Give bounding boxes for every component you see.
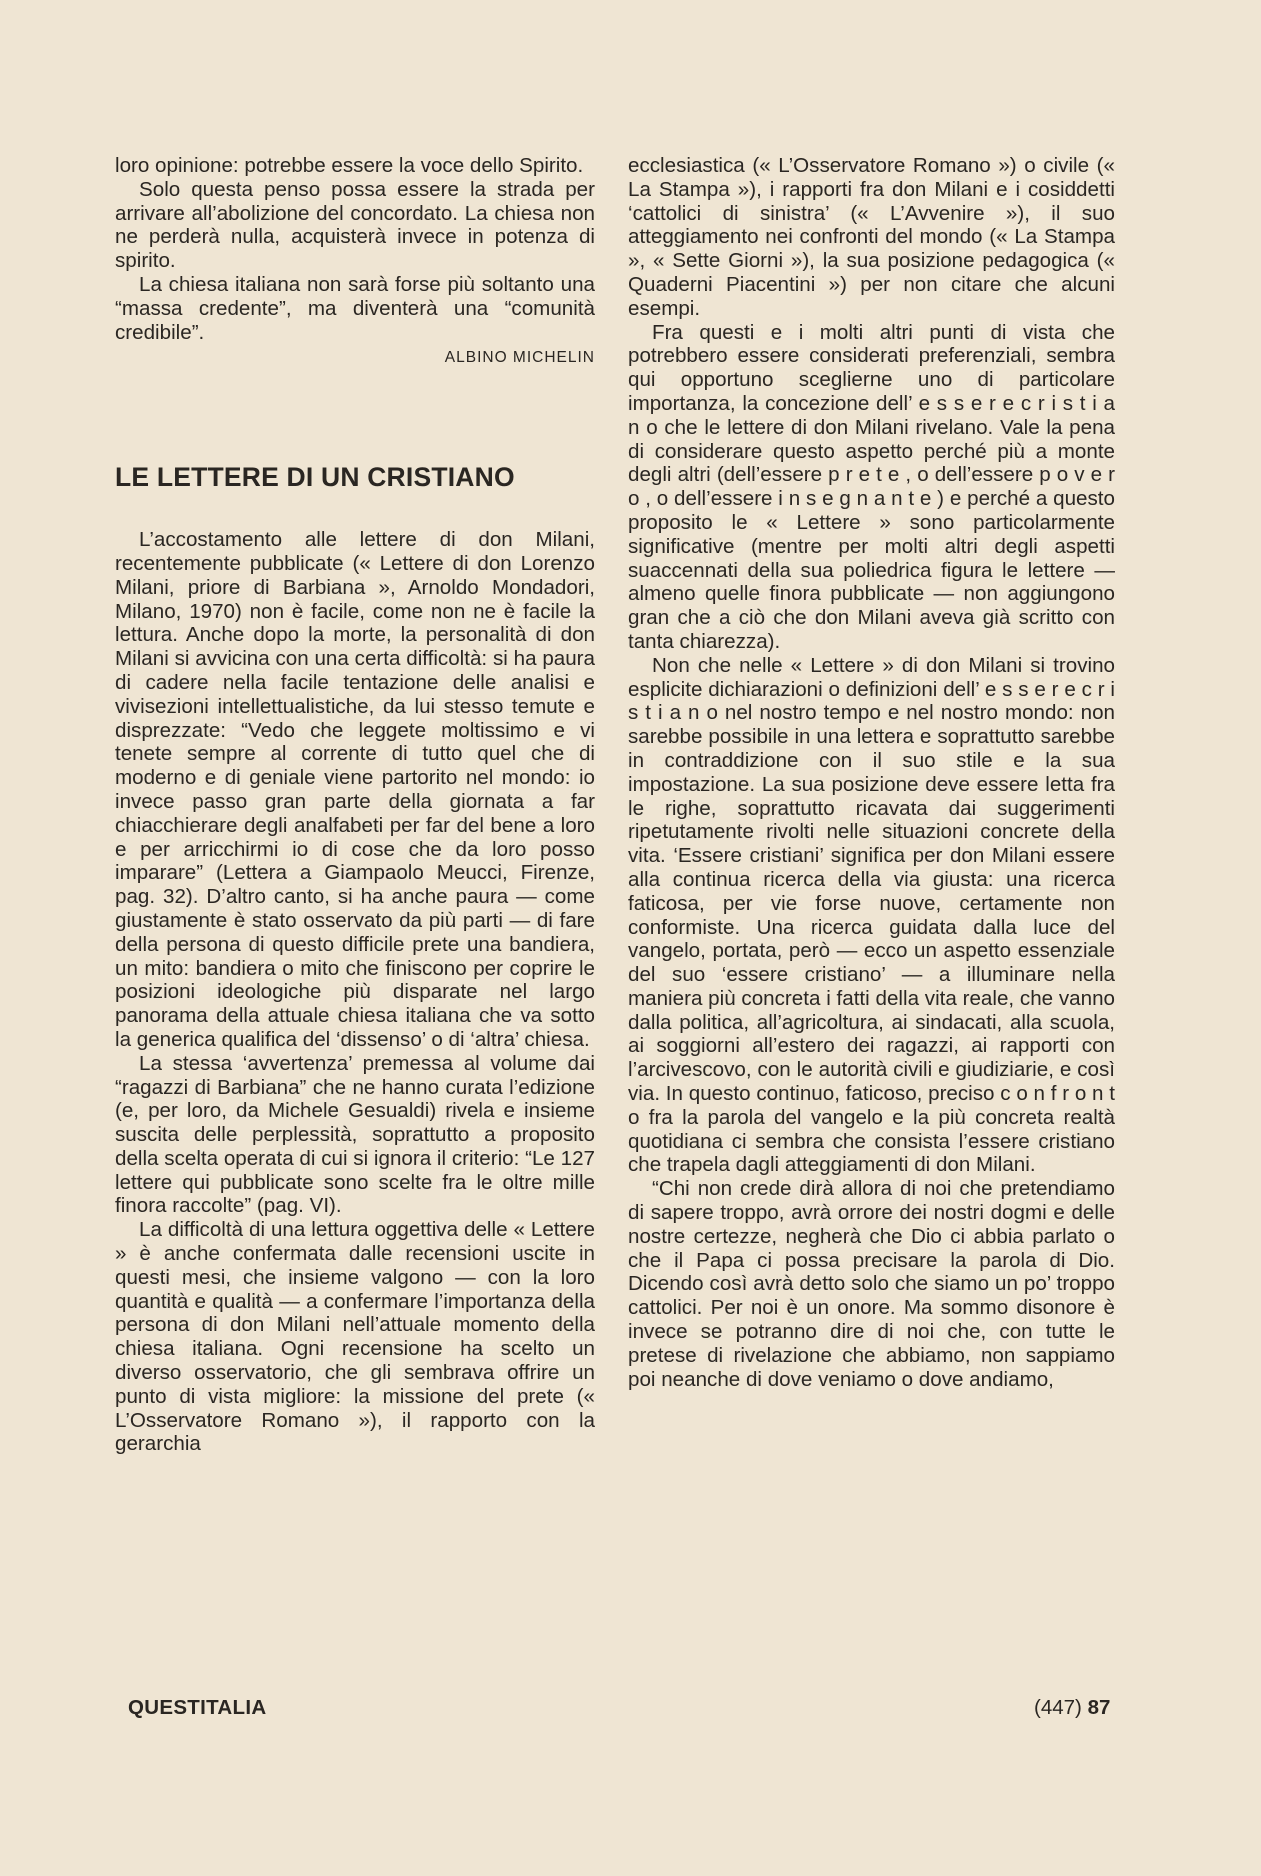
magazine-name: QUESTITALIA	[128, 1696, 267, 1719]
page-footer	[1034, 1696, 1110, 1720]
paragraph: Non che nelle « Lettere » di don Milani si trovino esplicite dichiarazioni o definizioni dell’ e s s e r e c r i s t i a n o nel nostro tempo e nel nostro mondo: non sarebbe possibile in una lettera e soprattutto sarebbe in contraddizione con il suo stile e la sua impostazione. La sua posizione deve essere letta fra le righe, soprattutto ricavata dai suggerimenti ripetutamente rivolti nelle situazioni concrete della vita. ‘Essere cristiani’ significa per don Milani essere alla continua ricerca della via giusta: una ricerca faticosa, per vie forse nuove, certamente non conformiste. Una ricerca guidata dalla luce del vangelo, portata, però — ecco un aspetto essenziale del suo ‘essere cristiano’ — a illuminare nella maniera più concreta i fatti della vita reale, che vanno dalla politica, all’agricoltura, ai sindacati, alla scuola, ai soggiorni all’estero dei ragazzi, ai rapporti con l’arcivescovo, con le autorità civili e giudiziarie, e così via. In questo continuo, faticoso, preciso c o n f r o n t o fra la parola del vangelo e la più concreta realtà quotidiana ci sembra che consista l’essere cristiano che trapela dagli atteggiamenti di don Milani.	[628, 653, 1115, 1177]
paragraph: L’accostamento alle lettere di don Milani, recentemente pubblicate (« Lettere di don Lorenzo Milani, priore di Barbiana », Arnoldo Mondadori, Milano, 1970) non è facile, come non ne è facile la lettura. Anche dopo la morte, la personalità di don Milani si avvicina con una certa difficoltà: si ha paura di cadere nella facile tentazione delle analisi e vivisezioni intellettualistiche, da lui stesso temute e disprezzate: “Vedo che leggete moltissimo e vi tenete sempre al corrente di tutto quel che di moderno e di geniale viene partorito nel mondo: io invece passo gran parte della giornata a far chiacchierare degli analfabeti per far del bene a loro e per arricchirmi io di cose che da loro posso imparare” (Lettera a Giampaolo Meucci, Firenze, pag. 32). D’altro canto, si ha anche paura — come giustamente è stato osservato da più parti — di fare della persona di questo difficile prete una bandiera, un mito: bandiera o mito che finiscono per coprire le posizioni ideologiche più disparate nel largo panorama della attuale chiesa italiana che va sotto la generica qualifica del ‘dissenso’ o di ‘altra’ chiesa.	[115, 528, 595, 1051]
paragraph: La difficoltà di una lettura oggettiva delle « Lettere » è anche confermata dalle recensioni uscite in questi mesi, che insieme valgono — con la loro quantità e qualità — a confermare l’importanza della persona di don Milani nell’attuale momento della chiesa italiana. Ogni recensione ha scelto un diverso osservatorio, che gli sembrava offrire un punto di vista migliore: la missione del prete (« L’Osservatore Romano »), il rapporto con la gerarchia	[115, 1218, 595, 1456]
right-column	[628, 154, 1115, 1391]
author-signature: ALBINO MICHELIN	[444, 349, 595, 367]
paragraph: ecclesiastica (« L’Osservatore Romano ») o civile (« La Stampa »), i rapporti fra don Milani e i cosiddetti ‘cattolici di sinistra’ (« L’Avvenire »), il suo atteggiamento nei confronti del mondo (« La Stampa », « Sette Giorni »), la sua posizione pedagogica (« Quaderni Piacentini ») per non citare che alcuni esempi.	[628, 154, 1115, 320]
paragraph: La stessa ‘avvertenza’ premessa al volume dai “ragazzi di Barbiana” che ne hanno curata l’edizione (e, per loro, da Michele Gesualdi) rivela e insieme suscita delle perplessità, soprattutto a proposito della scelta operata di cui si ignora il criterio: “Le 127 lettere qui pubblicate sono scelte fra le oltre mille finora raccolte” (pag. VI).	[115, 1051, 595, 1218]
paragraph: Fra questi e i molti altri punti di vista che potrebbero essere considerati preferenziali, sembra qui opportuno sceglierne uno di particolare importanza, la concezione dell’ e s s e r e c r i s t i a n o che le lettere di don Milani rivelano. Vale la pena di considerare questo aspetto perché più a monte degli altri (dell’essere p r e t e , o dell’essere p o v e r o , o dell’essere i n s e g n a n t e ) e perché a questo proposito le « Lettere » sono particolarmente significative (mentre per molti altri degli aspetti suaccennati della sua poliedrica figura le lettere — almeno quelle finora pubblicate — non aggiungono gran che a ciò che don Milani aveva già scritto con tanta chiarezza).	[628, 320, 1115, 653]
paragraph: loro opinione: potrebbe essere la voce dello Spirito.	[115, 154, 584, 177]
issue-page-number: (447)	[1034, 1696, 1082, 1719]
page-number: 87	[1087, 1696, 1111, 1719]
article-heading: LE LETTERE DI UN CRISTIANO	[115, 462, 515, 493]
paragraph: La chiesa italiana non sarà forse più soltanto una “massa credente”, ma diventerà una “comunità credibile”.	[115, 272, 595, 344]
paragraph: “Chi non crede dirà allora di noi che pretendiamo di sapere troppo, avrà orrore dei nostri dogmi e delle nostre certezze, negherà che Dio ci abbia parlato o che il Papa ci possa precisare la parola di Dio. Dicendo così avrà detto solo che siamo un po’ troppo cattolici. Per noi è un onore. Ma sommo disonore è invece se potranno dire di noi che, con tutte le pretese di rivelazione che abbiamo, non sappiamo poi neanche di dove veniamo o dove andiamo,	[628, 1177, 1115, 1391]
paragraph: Solo questa penso possa essere la strada per arrivare all’abolizione del concordato. La chiesa non ne perderà nulla, acquisterà invece in potenza di spirito.	[115, 177, 595, 273]
left-column	[115, 154, 595, 1456]
